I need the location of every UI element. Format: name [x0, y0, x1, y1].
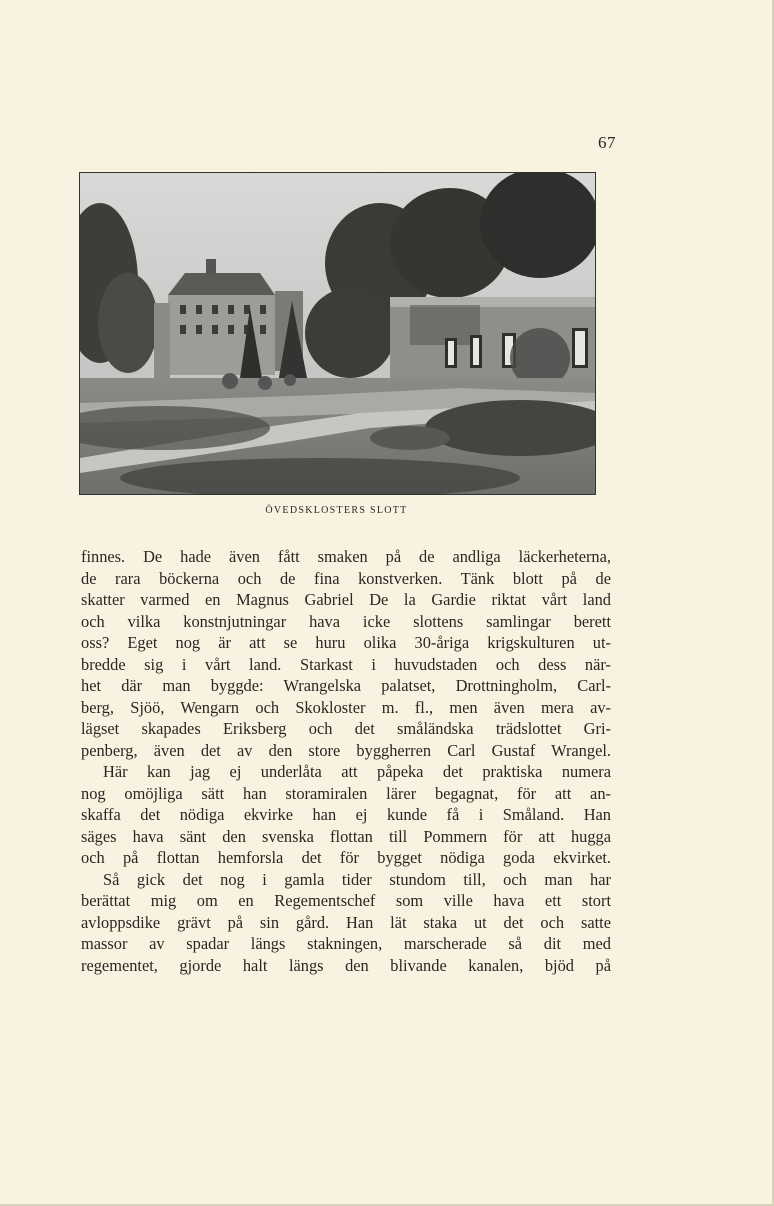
text-line: bredde sig i vårt land. Starkast i huvudstaden och dess när-	[81, 654, 611, 674]
text-line: skatter varmed en Magnus Gabriel De la Gardie riktat vårt land	[81, 590, 611, 609]
text-line: skaffa det nödiga ekvirke han ej kunde få i Småland. Han	[81, 805, 611, 824]
text-line: avloppsdike grävt på sin gård. Han lät staka ut det och satte	[81, 912, 611, 932]
text-line: säges hava sänt den svenska flottan till Pommern för att hugga	[81, 826, 611, 846]
page-number: 67	[598, 133, 616, 152]
body-text	[81, 546, 611, 976]
text-line: regementet, gjorde halt längs den blivande kanalen, bjöd på	[81, 955, 611, 975]
figure-caption: ÖVEDSKLOSTERS SLOTT	[265, 505, 408, 516]
text-line: oss? Eget nog är att se huru olika 30-åriga krigskulturen ut-	[81, 633, 611, 652]
text-line: nog omöjliga sätt han storamiralen lärer begagnat, för att an-	[81, 783, 611, 803]
text-line: de rara böckerna och de fina konstverken. Tänk blott på de	[81, 568, 611, 588]
text-line: finnes. De hade även fått smaken på de andliga läckerheterna,	[81, 547, 611, 566]
text-line: Här kan jag ej underlåta att påpeka det praktiska numera	[103, 762, 611, 781]
castle-photograph	[79, 172, 596, 495]
text-line: berättat mig om en Regementschef som ville hava ett stort	[81, 891, 611, 910]
castle-photo-illustration	[80, 173, 595, 494]
text-line: Så gick det nog i gamla tider stundom till, och man har	[103, 869, 611, 889]
text-line: het där man byggde: Wrangelska palatset, Drottningholm, Carl-	[81, 676, 611, 695]
text-line: och vilka konstnjutningar hava icke slottens samlingar berett	[81, 611, 611, 631]
text-line: massor av spadar längs stakningen, marscherade så dit med	[81, 934, 611, 953]
text-line: och på flottan hemforsla det för bygget nödiga goda ekvirket.	[81, 848, 611, 867]
text-line: berg, Sjöö, Wengarn och Skokloster m. fl., men även mera av-	[81, 697, 611, 717]
text-line: penberg, även det av den store byggherren Carl Gustaf Wrangel.	[81, 740, 611, 760]
text-line: lägset skapades Eriksberg och det småländska trädslottet Gri-	[81, 719, 611, 738]
